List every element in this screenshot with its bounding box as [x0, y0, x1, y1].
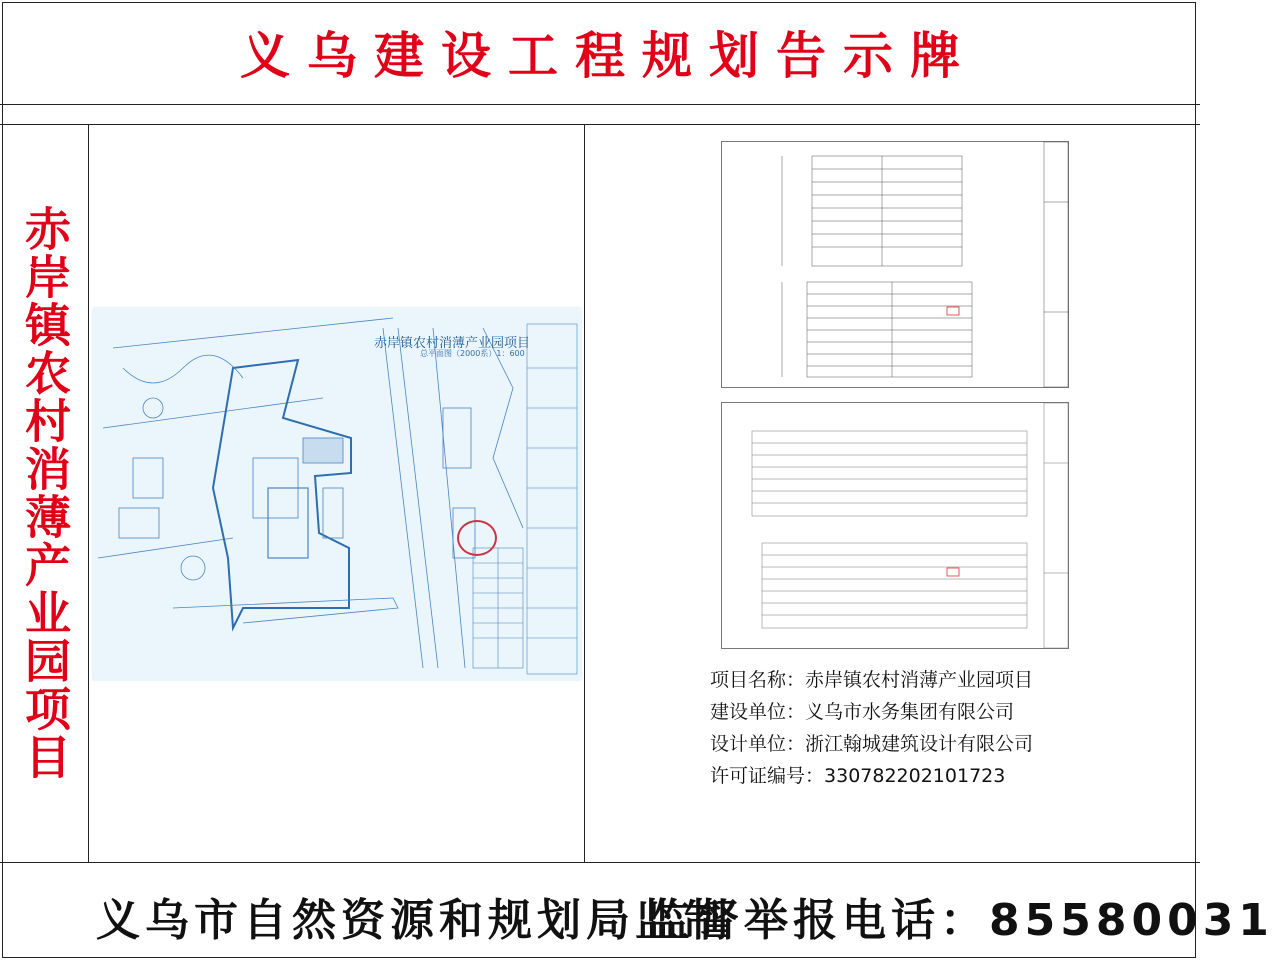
sidebar-divider: [88, 124, 89, 862]
footer: [0, 864, 1274, 960]
sidebar: [2, 124, 88, 862]
permit-row: [710, 760, 1033, 792]
board-title: 义乌建设工程规划告示牌: [240, 27, 977, 85]
site-plan-image: [93, 308, 581, 680]
header-divider: [0, 104, 1200, 105]
project-name-label: 项目名称：: [710, 669, 806, 691]
permit-value: 330782202101723: [824, 765, 1006, 787]
elevation-drawing-2: [721, 402, 1069, 649]
elevation-sheet-2: [722, 403, 1068, 648]
header-divider-2: [0, 124, 1200, 125]
project-info: [710, 664, 1033, 792]
footer-divider: [0, 862, 1200, 863]
designer-label: 设计单位：: [710, 733, 806, 755]
builder-label: 建设单位：: [710, 701, 806, 723]
designer-row: [710, 728, 1033, 760]
hotline-text: [646, 884, 1274, 948]
elevation-sheet-1: [722, 142, 1068, 387]
approval-stamp: [457, 520, 497, 556]
site-plan-title: 赤岸镇农村消薄产业园项目: [374, 336, 531, 351]
hotline-number: 85580031: [989, 895, 1274, 946]
header: [0, 0, 1200, 104]
elevation-drawing-1: [721, 141, 1069, 388]
hotline-label: 监督举报电话：: [646, 895, 989, 946]
project-name-value: 赤岸镇农村消薄产业园项目: [805, 669, 1034, 691]
site-plan-drawing: [93, 308, 581, 680]
project-name-row: [710, 664, 1033, 696]
project-vertical-title: 赤岸镇农村消薄产业园项目: [18, 205, 72, 781]
center-divider: [584, 124, 585, 862]
designer-value: 浙江翰城建筑设计有限公司: [805, 733, 1034, 755]
builder-value: 义乌市水务集团有限公司: [805, 701, 1015, 723]
permit-label: 许可证编号：: [710, 765, 825, 787]
supervisor-text: 义乌市自然资源和规划局监制: [96, 895, 733, 946]
builder-row: [710, 696, 1033, 728]
site-plan-subtitle: 总平面图（2000系）1：600: [420, 349, 525, 358]
